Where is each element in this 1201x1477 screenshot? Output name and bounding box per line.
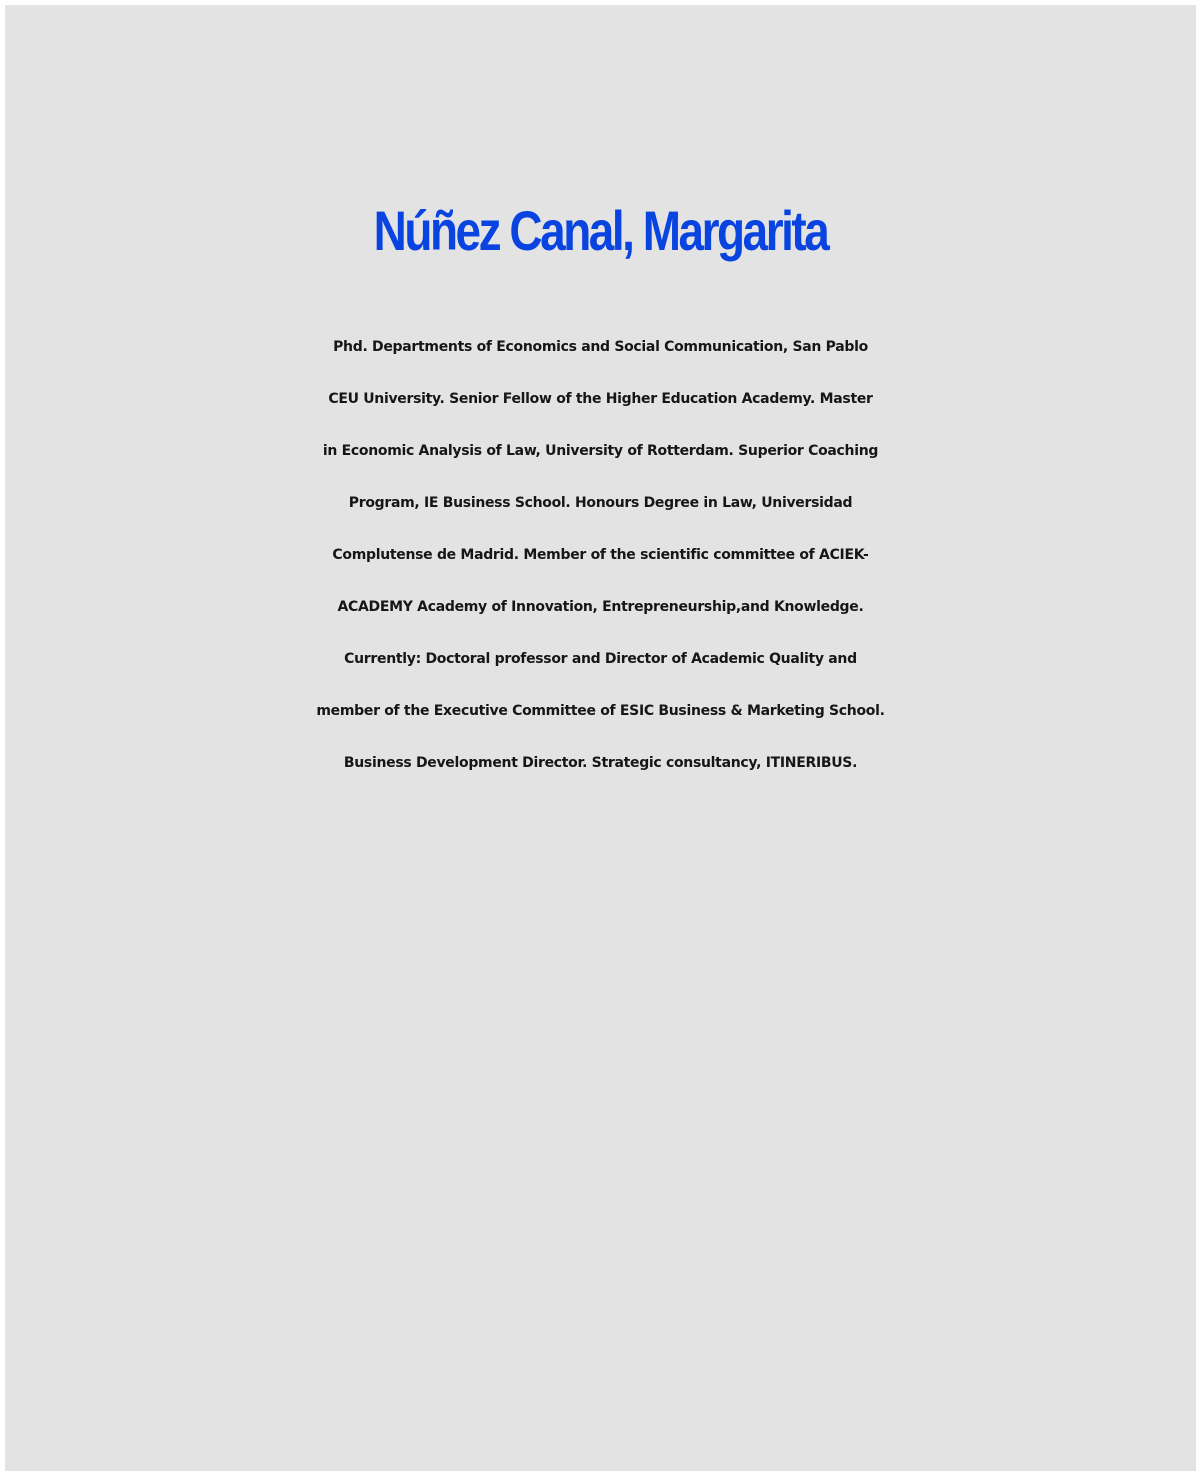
bio-line: Phd. Departments of Economics and Social Communication, San Pablo — [333, 339, 868, 355]
bio-line: Program, IE Business School. Honours Degree in Law, Universidad — [348, 495, 853, 511]
bio-line: CEU University. Senior Fellow of the Higher Education Academy. Master — [328, 391, 873, 407]
bio-line: Currently: Doctoral professor and Director of Academic Quality and — [344, 651, 857, 667]
profile-bio — [5, 321, 1196, 789]
profile-name: Núñez Canal, Margarita — [373, 199, 828, 262]
bio-line: in Economic Analysis of Law, University of Rotterdam. Superior Coaching — [322, 443, 879, 459]
bio-line: ACADEMY Academy of Innovation, Entrepreneurship,and Knowledge. — [337, 599, 864, 615]
bio-line: Complutense de Madrid. Member of the scientific committee of ACIEK- — [332, 547, 869, 563]
bio-line: member of the Executive Committee of ESIC Business & Marketing School. — [316, 703, 885, 719]
profile-card — [5, 5, 1196, 1471]
bio-line: Business Development Director. Strategic consultancy, ITINERIBUS. — [343, 755, 858, 771]
